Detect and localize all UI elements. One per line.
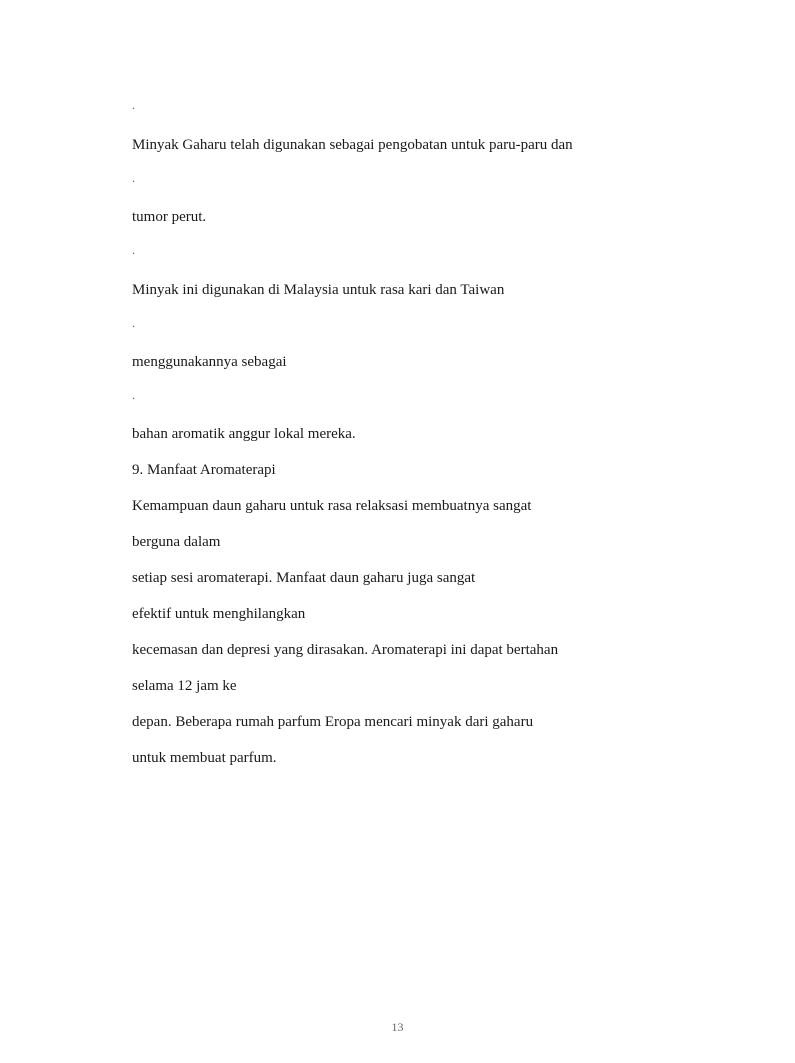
bullet-marker: . bbox=[132, 243, 135, 257]
text-line: berguna dalam bbox=[132, 534, 221, 550]
text-line: Minyak Gaharu telah digunakan sebagai pengobatan untuk paru-paru dan bbox=[132, 137, 573, 153]
bullet-marker: . bbox=[132, 388, 135, 402]
text-line: Minyak ini digunakan di Malaysia untuk rasa kari dan Taiwan bbox=[132, 282, 505, 298]
bullet-marker: . bbox=[132, 316, 135, 330]
text-line: depan. Beberapa rumah parfum Eropa mencari minyak dari gaharu bbox=[132, 714, 534, 730]
section-heading: 9. Manfaat Aromaterapi bbox=[132, 462, 276, 478]
bullet-marker: . bbox=[132, 171, 135, 185]
text-line: selama 12 jam ke bbox=[132, 678, 237, 694]
text-line: setiap sesi aromaterapi. Manfaat daun gaharu juga sangat bbox=[132, 570, 476, 586]
text-line: efektif untuk menghilangkan bbox=[132, 606, 306, 622]
text-line: menggunakannya sebagai bbox=[132, 354, 287, 370]
page-number: 13 bbox=[391, 1020, 404, 1034]
text-line: bahan aromatik anggur lokal mereka. bbox=[132, 426, 356, 442]
text-line: kecemasan dan depresi yang dirasakan. Aromaterapi ini dapat bertahan bbox=[132, 642, 559, 658]
text-line: Kemampuan daun gaharu untuk rasa relaksasi membuatnya sangat bbox=[132, 498, 532, 514]
text-line: tumor perut. bbox=[132, 209, 207, 225]
bullet-marker: . bbox=[132, 98, 135, 112]
text-line: untuk membuat parfum. bbox=[132, 750, 277, 766]
